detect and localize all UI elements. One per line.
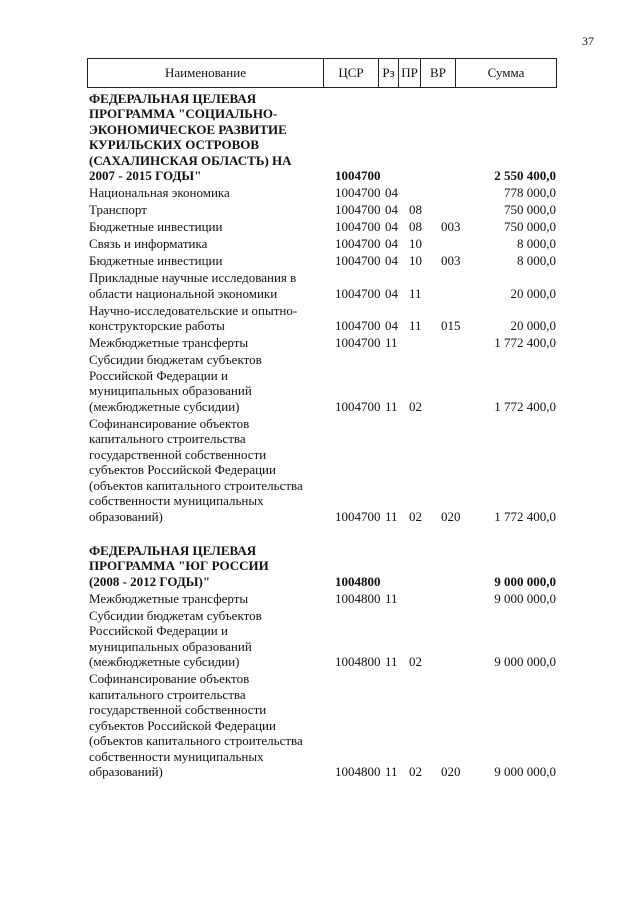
table-row — [0, 201, 640, 218]
vr-cell: 003 — [441, 253, 461, 268]
table-row — [0, 414, 640, 524]
program-header-row — [0, 541, 640, 589]
sum-cell: 778 000,0 — [504, 185, 556, 200]
csr-cell: 1004700 — [335, 398, 381, 414]
table-row — [0, 606, 640, 670]
sum-cell: 1 772 400,0 — [494, 335, 556, 350]
table-row — [0, 218, 640, 235]
name-cell: Научно-исследовательские и опытно- конструкторские работы — [89, 302, 298, 333]
rz-cell: 04 — [385, 253, 398, 268]
table-row — [0, 269, 640, 302]
csr-cell: 1004700 — [335, 185, 381, 200]
csr-cell: 1004700 — [335, 219, 381, 234]
sum-cell: 20 000,0 — [510, 318, 556, 333]
name-cell: Национальная экономика — [89, 185, 230, 200]
sum-cell: 2 550 400,0 — [494, 168, 556, 183]
header-name: Наименование — [165, 65, 246, 80]
vr-cell: 015 — [441, 318, 461, 333]
csr-cell: 1004800 — [335, 764, 381, 779]
sum-cell: 750 000,0 — [504, 202, 556, 217]
sum-cell: 750 000,0 — [504, 219, 556, 234]
header-sum: Сумма — [455, 59, 556, 87]
table-row — [0, 184, 640, 201]
csr-cell: 1004800 — [335, 654, 381, 669]
rz-cell: 11 — [385, 335, 398, 350]
pr-cell: 08 — [409, 219, 422, 234]
sum-cell: 9 000 000,0 — [494, 764, 556, 779]
name-cell: Межбюджетные трансферты — [89, 335, 249, 350]
csr-cell: 1004700 — [335, 236, 381, 251]
rz-cell: 11 — [385, 590, 398, 606]
rz-cell: 11 — [385, 764, 398, 779]
name-cell: ФЕДЕРАЛЬНАЯ ЦЕЛЕВАЯ ПРОГРАММА "ЮГ РОССИИ (2008 - 2012 ГОДЫ)" — [89, 542, 269, 589]
pr-cell: 02 — [409, 654, 422, 669]
pr-cell: 02 — [409, 508, 422, 524]
table-row — [0, 252, 640, 269]
csr-cell: 1004700 — [335, 285, 381, 301]
pr-cell: 11 — [409, 285, 422, 301]
rz-cell: 04 — [385, 285, 398, 301]
csr-cell: 1004800 — [335, 590, 381, 606]
table-row — [0, 334, 640, 351]
pr-cell: 08 — [409, 202, 422, 217]
rz-cell: 11 — [385, 398, 398, 414]
sum-cell: 20 000,0 — [510, 285, 556, 301]
csr-cell: 1004800 — [335, 573, 381, 589]
table-row — [0, 301, 640, 334]
sum-cell: 9 000 000,0 — [494, 573, 556, 589]
program-header-row — [0, 89, 640, 184]
pr-cell: 10 — [409, 236, 422, 251]
sum-cell: 9 000 000,0 — [494, 590, 556, 606]
table-row — [0, 670, 640, 780]
csr-cell: 1004700 — [335, 318, 381, 333]
header-csr: ЦСР — [323, 59, 378, 87]
csr-cell: 1004700 — [335, 168, 381, 183]
rz-cell: 04 — [385, 219, 398, 234]
vr-cell: 020 — [441, 764, 461, 779]
csr-cell: 1004700 — [335, 202, 381, 217]
name-cell: Софинансирование объектов капитального строительства государственной собственности субъектов Российской Федерации (объектов капитального строительства собственности муниципальных образований) — [89, 415, 303, 524]
table-row — [0, 589, 640, 606]
name-cell: Субсидии бюджетам субъектов Российской Федерации и муниципальных образований (межбюджетные субсидии) — [89, 352, 262, 414]
rz-cell: 04 — [385, 236, 398, 251]
table-body — [0, 89, 640, 780]
vr-cell: 020 — [441, 508, 461, 524]
page-number: 37 — [582, 34, 594, 48]
name-cell: Бюджетные инвестиции — [89, 219, 223, 234]
rz-cell: 11 — [385, 654, 398, 669]
rz-cell: 04 — [385, 318, 398, 333]
sum-cell: 8 000,0 — [517, 253, 556, 268]
sum-cell: 1 772 400,0 — [494, 508, 556, 524]
sum-cell: 8 000,0 — [517, 236, 556, 251]
table-row — [0, 351, 640, 415]
pr-cell: 02 — [409, 764, 422, 779]
row-spacer — [0, 524, 640, 541]
sum-cell: 1 772 400,0 — [494, 398, 556, 414]
rz-cell: 11 — [385, 508, 398, 524]
name-cell: Транспорт — [89, 202, 147, 217]
header-vr: ВР — [420, 59, 455, 87]
name-cell: Бюджетные инвестиции — [89, 253, 223, 268]
pr-cell: 11 — [409, 318, 422, 333]
table-header — [87, 58, 557, 88]
rz-cell: 04 — [385, 202, 398, 217]
pr-cell: 02 — [409, 398, 422, 414]
csr-cell: 1004700 — [335, 335, 381, 350]
name-cell: Связь и информатика — [89, 236, 208, 251]
csr-cell: 1004700 — [335, 508, 381, 524]
name-cell: Прикладные научные исследования в области национальной экономики — [89, 270, 297, 301]
name-cell: Межбюджетные трансферты — [89, 590, 249, 606]
pr-cell: 10 — [409, 253, 422, 268]
name-cell: Софинансирование объектов капитального строительства государственной собственности субъектов Российской Федерации (объектов капитального строительства собственности муниципальных образований) — [89, 671, 303, 779]
sum-cell: 9 000 000,0 — [494, 654, 556, 669]
header-pr: ПР — [398, 59, 420, 87]
vr-cell: 003 — [441, 219, 461, 234]
table-row — [0, 235, 640, 252]
header-rz: Рз — [378, 59, 398, 87]
csr-cell: 1004700 — [335, 253, 381, 268]
name-cell: ФЕДЕРАЛЬНАЯ ЦЕЛЕВАЯ ПРОГРАММА "СОЦИАЛЬНО- ЭКОНОМИЧЕСКОЕ РАЗВИТИЕ КУРИЛЬСКИХ ОСТРОВОВ (САХАЛИНСКАЯ ОБЛАСТЬ) НА 2007 - 2015 ГОДЫ" — [89, 90, 292, 183]
name-cell: Субсидии бюджетам субъектов Российской Федерации и муниципальных образований (межбюджетные субсидии) — [89, 607, 262, 669]
rz-cell: 04 — [385, 185, 398, 200]
